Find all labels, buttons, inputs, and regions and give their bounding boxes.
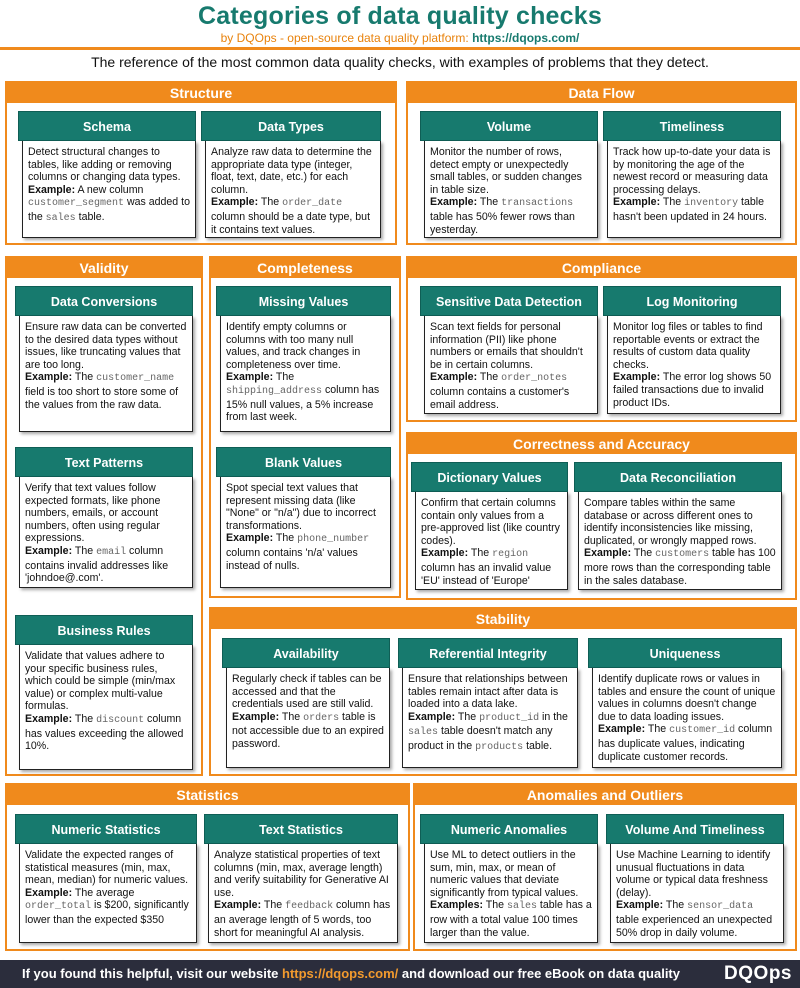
code-identifier: customer_segment [28, 198, 125, 210]
card-text-statistics [204, 814, 398, 943]
card-text: column has values exceeding the allowed 10%. [25, 712, 184, 753]
card-numeric-anomalies [420, 814, 598, 943]
card-text: Analyze statistical properties of text columns (min, max, average length) and verify suitability for Generative AI use. [214, 849, 389, 899]
card-text: column has an average length of 5 words, too short for meaningful AI analysis. [214, 899, 391, 939]
card-text: Use Machine Learning to identify unusual fluctuations in data volume or typical data freshness (delay). [616, 849, 771, 899]
card-text: The [660, 196, 685, 209]
card-body [220, 477, 391, 588]
card-text: Validate that values adhere to your specific business rules, which could be simple (min/max value) or complex multi-value formulas. [25, 650, 176, 713]
card-text: The [72, 544, 97, 557]
card-text: in the [539, 710, 568, 723]
card-text: and download our free eBook on data quality [398, 966, 680, 981]
example-label: Example: [226, 532, 274, 545]
card-body [19, 316, 193, 432]
card-text: Ensure raw data can be converted to the desired data types without issues, like truncating values that are too long. [25, 321, 187, 371]
card-text: Validate the expected ranges of statistical measures (min, max, mean, median) for numeric values. [25, 849, 189, 887]
example-label: Example: [613, 196, 661, 209]
section-title: Completeness [211, 258, 399, 278]
card-text: table experienced an unexpected 50% drop in daily volume. [616, 913, 773, 939]
code-identifier: shipping_address [226, 385, 323, 397]
example-label: Example: [25, 371, 73, 384]
page-title: Categories of data quality checks [198, 2, 602, 30]
card-body [226, 668, 390, 768]
card-text: Track how up-to-date your data is by monitoring the age of the newest record or measuring data processing delays. [613, 146, 771, 196]
card-text: Identify empty columns or columns with too many null values, and track changes in completeness over time. [226, 321, 361, 371]
example-label: Example: [226, 371, 274, 384]
card-text: column should be a date type, but it contains text values. [211, 210, 371, 236]
card-title: Uniqueness [588, 638, 782, 668]
code-identifier: customer_name [96, 373, 175, 385]
code-identifier: email [96, 546, 127, 558]
example-label: Example: [25, 712, 73, 725]
card-body [220, 316, 391, 432]
card-body [205, 141, 381, 238]
example-label: Example: [214, 899, 262, 912]
example-label: Example: [25, 886, 73, 899]
card-timeliness [603, 111, 781, 238]
card-text: table doesn't match any product in the [408, 725, 553, 752]
card-data-reconciliation [574, 462, 782, 590]
card-text: The [455, 710, 480, 723]
card-text: The [258, 196, 283, 209]
card-text: A new column [75, 183, 144, 196]
card-text: field is too short to store some of the values from the raw data. [25, 385, 179, 411]
card-schema [18, 111, 196, 238]
example-label: Example: [613, 371, 661, 384]
card-data-conversions [15, 286, 193, 432]
subtitle-text: by DQOps - open-source data quality platform: [220, 31, 473, 45]
example-label: Example: [211, 196, 259, 209]
card-text: table has 50% fewer rows than yesterday. [430, 210, 575, 236]
card-body [415, 492, 568, 590]
code-identifier: order_date [282, 198, 343, 210]
card-uniqueness [588, 638, 782, 768]
code-identifier: sales [506, 901, 537, 913]
card-text: The [631, 547, 656, 560]
card-text: column has 15% null values, a 5% increase from last week. [226, 383, 380, 424]
section-title: Validity [7, 258, 201, 278]
card-body [424, 844, 598, 943]
card-text: table. [523, 739, 553, 752]
card-text: column contains 'n/a' values instead of nulls. [226, 546, 358, 572]
code-identifier: sales [408, 727, 439, 739]
section-title: Stability [211, 609, 795, 629]
card-text: table hasn't been updated in 24 hours. [613, 196, 767, 223]
card-text: Regularly check if tables can be accessed and that the credentials used are still valid. [232, 673, 382, 711]
card-title: Data Conversions [15, 286, 193, 316]
card-text: The [663, 899, 688, 912]
card-body [592, 668, 782, 768]
code-identifier: products [475, 741, 524, 753]
card-text: table is not accessible due to an expired password. [232, 710, 384, 750]
card-body [607, 141, 781, 238]
card-text: Ensure that relationships between tables remain intact after data is loaded into a data lake. [408, 673, 568, 711]
card-title: Business Rules [15, 615, 193, 645]
card-text: The [72, 371, 97, 384]
card-text: Monitor log files or tables to find reportable events or extract the results of custom data quality checks. [613, 321, 763, 371]
card-text: If you found this helpful, visit our website [22, 966, 283, 981]
code-identifier: sensor_data [687, 901, 754, 913]
card-text: The [645, 723, 670, 736]
card-body [610, 844, 784, 943]
card-body [22, 141, 196, 238]
card-text: Detect structural changes to tables, like adding or removing columns or changing data types. [28, 146, 181, 184]
card-text: The average [72, 886, 135, 899]
card-title: Text Patterns [15, 447, 193, 477]
card-body [19, 477, 193, 588]
example-label: Example: [430, 371, 478, 384]
card-text: column contains invalid addresses like 'johndoe@.com'. [25, 544, 169, 585]
section-title: Data Flow [408, 83, 795, 103]
card-text: Monitor the number of rows, detect empty or unexpectedly small tables, or sudden changes in table size. [430, 146, 582, 196]
card-title: Referential Integrity [398, 638, 578, 668]
card-body [424, 141, 598, 238]
example-label: Examples: [430, 899, 483, 912]
card-text: column has an invalid value 'EU' instead of 'Europe' [421, 561, 552, 587]
card-text: column has duplicate values, indicating duplicate customer records. [598, 723, 773, 763]
card-body [19, 645, 193, 770]
code-identifier: order_notes [501, 373, 568, 385]
card-text: Compare tables within the same database or across different ones to identify inconsistencies like missing, duplicated, or wrongly mapped rows. [584, 497, 757, 547]
card-text: Identify duplicate rows or values in tables and ensure the count of unique values in columns doesn't change due to data loading issues. [598, 673, 776, 723]
card-text: The [273, 371, 295, 384]
card-text: The [483, 899, 507, 912]
card-text: Verify that text values follow expected formats, like phone numbers, emails, or account numbers, often using regular expressions. [25, 482, 161, 545]
card-title: Data Reconciliation [574, 462, 782, 492]
dqops-logo: DQOps [724, 963, 792, 984]
example-label: Example: [598, 723, 646, 736]
card-referential-integrity [398, 638, 578, 768]
card-blank-values [216, 447, 391, 588]
card-text: is $200, significantly lower than the expected $350 [25, 899, 189, 926]
code-identifier: customers [655, 549, 710, 561]
card-text: The error log shows 50 failed transactions due to invalid product IDs. [613, 371, 772, 409]
card-title: Log Monitoring [603, 286, 781, 316]
code-identifier: order_total [25, 901, 92, 913]
card-title: Data Types [201, 111, 381, 141]
card-text: Confirm that certain columns contain only values from a pre-approved list (like country codes). [421, 497, 560, 547]
card-text: table. [75, 210, 105, 223]
card-body [19, 844, 197, 943]
card-text: The [468, 547, 493, 560]
example-label: Example: [28, 183, 76, 196]
card-text: The [279, 710, 304, 723]
code-identifier: customer_id [669, 725, 736, 737]
card-title: Sensitive Data Detection [420, 286, 598, 316]
code-identifier: product_id [479, 712, 540, 724]
card-text: table has a row with a total value 100 times larger than the value. [430, 899, 592, 939]
section-title: Correctness and Accuracy [408, 434, 795, 454]
card-numeric-statistics [15, 814, 197, 943]
code-identifier: region [492, 549, 529, 561]
card-missing-values [216, 286, 391, 432]
card-text: table has 100 more rows than the corresponding table in the sales database. [584, 547, 776, 587]
card-text: Spot special text values that represent missing data (like "None" or "n/a") due to incorrect transformations. [226, 482, 376, 532]
code-identifier: feedback [285, 901, 334, 913]
card-title: Missing Values [216, 286, 391, 316]
example-label: Example: [430, 196, 478, 209]
card-title: Timeliness [603, 111, 781, 141]
footer-link[interactable]: https://dqops.com/ [282, 966, 399, 981]
header-divider [0, 47, 800, 50]
subtitle-link[interactable]: https://dqops.com/ [472, 31, 580, 45]
card-title: Dictionary Values [411, 462, 568, 492]
card-text-patterns [15, 447, 193, 588]
code-identifier: transactions [501, 198, 574, 210]
card-body [607, 316, 781, 414]
example-label: Example: [421, 547, 469, 560]
card-dictionary-values [411, 462, 568, 590]
card-text: The [261, 899, 286, 912]
example-label: Example: [25, 544, 73, 557]
card-body [578, 492, 782, 590]
example-label: Example: [584, 547, 632, 560]
card-text: Scan text fields for personal information (PII) like phone numbers or emails that shouldn't be in certain columns. [430, 321, 583, 371]
card-text: was added to the [28, 196, 190, 223]
card-title: Availability [222, 638, 390, 668]
code-identifier: discount [96, 714, 145, 726]
tagline: The reference of the most common data quality checks, with examples of problems that they detect. [91, 54, 709, 70]
example-label: Example: [408, 710, 456, 723]
subtitle [0, 31, 800, 45]
card-text: The [273, 532, 298, 545]
card-body [424, 316, 598, 414]
example-label: Example: [616, 899, 664, 912]
card-text: The [477, 196, 502, 209]
footer-text [22, 966, 680, 981]
card-volume [420, 111, 598, 238]
code-identifier: phone_number [297, 534, 370, 546]
card-text: column contains a customer's email address. [430, 385, 570, 411]
card-body [402, 668, 578, 768]
card-body [208, 844, 398, 943]
section-title: Anomalies and Outliers [415, 785, 795, 805]
card-title: Schema [18, 111, 196, 141]
card-availability [222, 638, 390, 768]
card-log-monitoring [603, 286, 781, 414]
section-title: Statistics [7, 785, 408, 805]
card-text: Analyze raw data to determine the appropriate data type (integer, float, text, date, etc.) for each column. [211, 146, 372, 196]
card-sensitive-data [420, 286, 598, 414]
example-label: Example: [232, 710, 280, 723]
card-title: Blank Values [216, 447, 391, 477]
card-data-types [201, 111, 381, 238]
card-text: The [477, 371, 502, 384]
card-title: Volume [420, 111, 598, 141]
code-identifier: inventory [684, 198, 739, 210]
code-identifier: orders [303, 712, 340, 724]
card-business-rules [15, 615, 193, 770]
card-text: Use ML to detect outliers in the sum, min, max, or mean of numeric values that deviate significantly from typical values. [430, 849, 579, 899]
card-title: Text Statistics [204, 814, 398, 844]
card-title: Numeric Statistics [15, 814, 197, 844]
card-title: Numeric Anomalies [420, 814, 598, 844]
section-title: Compliance [408, 258, 795, 278]
section-title: Structure [7, 83, 395, 103]
code-identifier: sales [45, 212, 76, 224]
card-text: The [72, 712, 97, 725]
card-volume-and-timeliness [606, 814, 784, 943]
footer [0, 960, 800, 988]
card-title: Volume And Timeliness [606, 814, 784, 844]
